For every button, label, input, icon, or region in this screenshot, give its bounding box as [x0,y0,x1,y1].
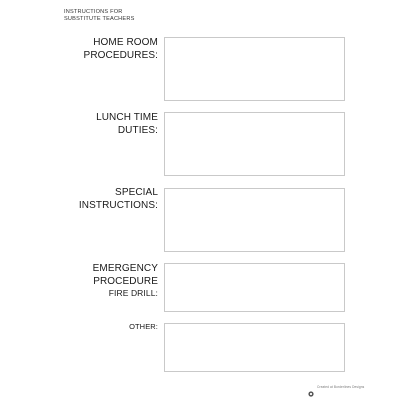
lunch-label-line-2: DUTIES: [117,124,158,136]
other-label [129,322,158,331]
document-title-line-2: SUBSTITUTE TEACHERS [64,16,135,22]
other-answer-box[interactable] [164,323,345,372]
other-label-line-1: OTHER: [129,322,158,331]
emergency-label [93,263,158,298]
homeroom-answer-box[interactable] [164,37,345,101]
special-label-line-2: INSTRUCTIONS: [78,199,158,211]
special-instructions-answer-box[interactable] [164,188,345,252]
special-label-line-1: SPECIAL [115,187,158,198]
emergency-label-line-3: FIRE DRILL: [108,288,158,298]
homeroom-label-line-1: HOME ROOM [93,37,158,48]
document-title [64,9,135,23]
lunch-label [96,112,158,137]
special-instructions-label [79,187,158,212]
footer-text: Created at Borderlines Designs [317,385,365,389]
lunch-label-line-1: LUNCH TIME [96,112,158,123]
document-title-line-1: INSTRUCTIONS FOR [64,9,123,15]
footer-credit [308,384,364,390]
homeroom-label-line-2: PROCEDURES: [83,49,158,61]
lunch-answer-box[interactable] [164,112,345,176]
emergency-label-line-1: EMERGENCY [92,263,158,274]
circle-logo-icon [308,384,314,390]
emergency-answer-box[interactable] [164,263,345,312]
homeroom-label [84,37,158,62]
emergency-label-line-2: PROCEDURE [93,275,158,287]
